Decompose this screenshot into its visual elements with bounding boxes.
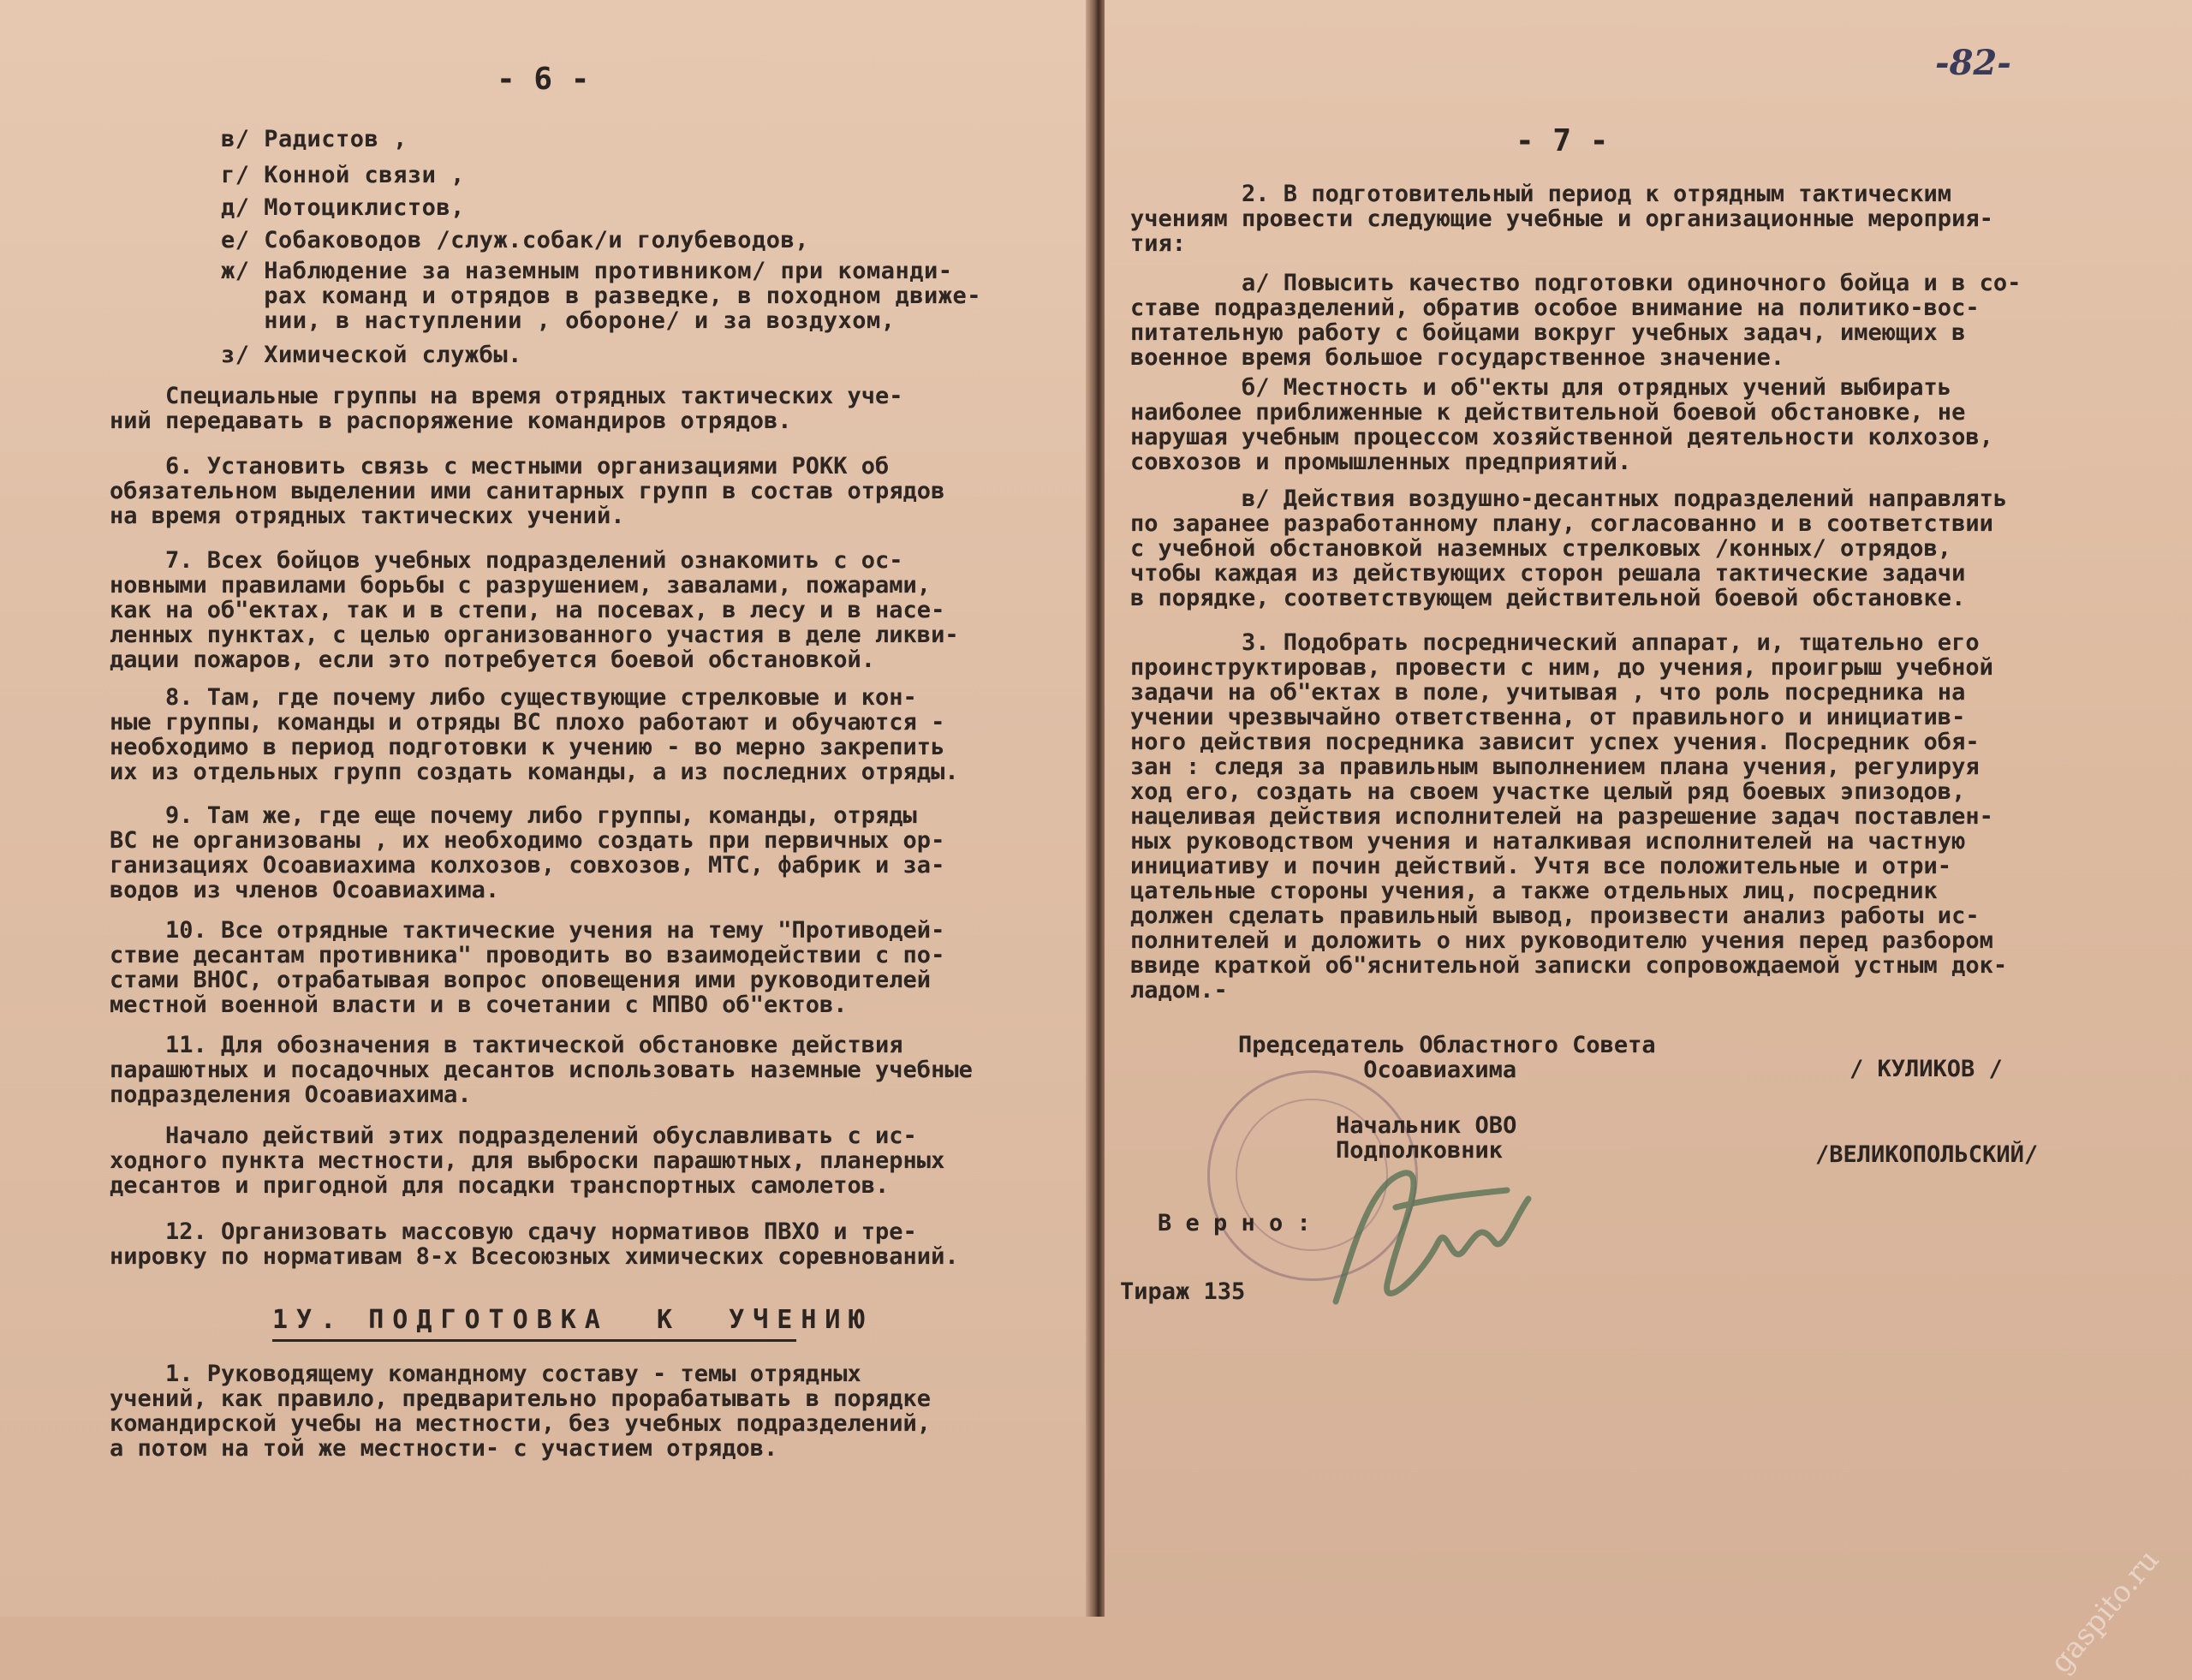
paragraph-3: 3. Подобрать посреднический аппарат, и, тщательно его проинструктировав, провести с ним, до учения, проигрыш учебной задачи на об"ектах в поле, учитывая , что роль посредника на учении чрезвычайно ответственна, от правильного и инициатив- ного действия посредника зависит успех учения. Посредник обя- зан : следя за правильным выполнением плана учения, регулируя ход его, создать на своем участке целый ряд боевых эпизодов, нацеливая действия исполнителей на разрешение задач поставлен- ных руководством учения и наталкивая исполнителей на частную инициативу и почин действий. Учтя все положительные и отри- цательные стороны учения, а также отдельных лиц, посредник должен сделать правильный вывод, произвести анализ работы ис- полнителей и доложить о них руководителю учения перед разбором ввиде краткой об"яснительной записки сопровождаемой устным док- ладом.-	[1130, 629, 2008, 1004]
circulation-note: Тираж 135	[1120, 1278, 1246, 1305]
paragraph-9: 9. Там же, где еще почему либо группы, команды, отряды ВС не организованы , их необходимо создать при первичных ор- ганизациях Осоавиахима колхозов, совхозов, МТС, фабрик и за- водов из членов Осоавиахима.	[110, 802, 945, 903]
list-item-zh: ж/ Наблюдение за наземным противником/ при команди- рах команд и отрядов в разведке, в походном движе- нии, в наступлении , обороне/ и за воздухом,	[221, 258, 982, 334]
paragraph-10: 10. Все отрядные тактические учения на тему "Противодей- ствие десантам противника" проводить во взаимодействии с по- стами ВНОС, отрабатывая вопрос оповещения ими руководителей местной военной власти и в сочетании с МПВО об"ектов.	[110, 917, 945, 1018]
list-item-v: в/ Радистов ,	[221, 126, 408, 152]
list-item-g: г/ Конной связи ,	[221, 162, 465, 188]
paragraph-start-actions: Начало действий этих подразделений обуславливать с ис- ходного пункта местности, для выброски парашютных, планерных десантов и пригодной для посадки транспортных самолетов.	[110, 1123, 945, 1199]
paragraph-2a: а/ Повысить качество подготовки одиночного бойца и в со- ставе подразделений, обратив особое внимание на политико-вос- питательную работу с бойцами вокруг учебных задач, имеющих в военное время большое государственное значение.	[1130, 270, 2022, 371]
paragraph-7: 7. Всех бойцов учебных подразделений ознакомить с ос- новными правилами борьбы с разрушением, завалами, пожарами, как на об"ектах, так и в степи, на посевах, в лесу и в насе- ленных пунктах, с целью организованного участия в деле ликви- дации пожаров, если это потребуется боевой обстановкой.	[110, 547, 959, 673]
list-item-z: з/ Химической службы.	[221, 342, 522, 368]
right-page-number: - 7 -	[1516, 123, 1609, 158]
left-page-number: - 6 -	[497, 62, 590, 97]
chair-title: Председатель Областного Совета Осоавиахима	[1238, 1032, 1656, 1083]
list-item-d: д/ Мотоциклистов,	[221, 194, 465, 221]
site-watermark: gaspito.ru	[2044, 1543, 2166, 1680]
heading-underline	[272, 1339, 796, 1342]
handwritten-signature	[1302, 1147, 1558, 1336]
paragraph-2b: б/ Местность и об"екты для отрядных учений выбирать наиболее приближенные к действительной боевой обстановке, не нарушая учебным процессом хозяйственной деятельности колхозов, совхозов и промышленных предприятий.	[1130, 374, 1993, 475]
paragraph-2: 2. В подготовительный период к отрядным тактическим учениям провести следующие учебные и организационные мероприя- тия:	[1130, 181, 1993, 257]
head-title: Начальник ОВО Подполковник	[1336, 1112, 1517, 1164]
paragraph-6: 6. Установить связь с местными организациями РОКК об обязательном выделении ими санитарных групп в состав отрядов на время отрядных тактических учений.	[110, 453, 945, 529]
verified-label: В е р н о :	[1158, 1210, 1311, 1236]
section-heading: 1У. ПОДГОТОВКА К УЧЕНИЮ	[272, 1305, 873, 1335]
paragraph-8: 8. Там, где почему либо существующие стрелковые и кон- ные группы, команды и отряды ВС плохо работают и обучаются - необходимо в период подготовки к учению - во мерно закрепить их из отдельных групп создать команды, а из последних отряды.	[110, 684, 959, 785]
paragraph-11: 11. Для обозначения в тактической обстановке действия парашютных и посадочных десантов использовать наземные учебные подразделения Осоавиахима.	[110, 1032, 973, 1108]
archive-page-number: -82-	[1935, 43, 2011, 83]
paragraph-12: 12. Организовать массовую сдачу нормативов ПВХО и тре- нировку по нормативам 8-х Всесоюзных химических соревнований.	[110, 1218, 959, 1270]
head-name: /ВЕЛИКОПОЛЬСКИЙ/	[1815, 1141, 2039, 1168]
left-page	[0, 0, 1096, 1617]
right-page	[1105, 0, 2192, 1680]
paragraph-section-1: 1. Руководящему командному составу - темы отрядных учений, как правило, предварительно прорабатывать в порядке командирской учебы на местности, без учебных подразделений, а потом на той же местности- с участием отрядов.	[110, 1361, 932, 1462]
list-item-e: е/ Собаководов /служ.собак/и голубеводов,	[221, 227, 809, 253]
paragraph-special-groups: Специальные группы на время отрядных тактических уче- ний передавать в распоряжение командиров отрядов.	[110, 383, 903, 434]
chair-name: / КУЛИКОВ /	[1850, 1056, 2003, 1082]
paragraph-2v: в/ Действия воздушно-десантных подразделений направлять по заранее разработанному плану, согласованно и в соответствии с учебной обстановкой наземных стрелковых /конных/ отрядов, чтобы каждая из действующих сторон решала тактические задачи в порядке, соответствующем действительной боевой обстановке.	[1130, 486, 2008, 611]
